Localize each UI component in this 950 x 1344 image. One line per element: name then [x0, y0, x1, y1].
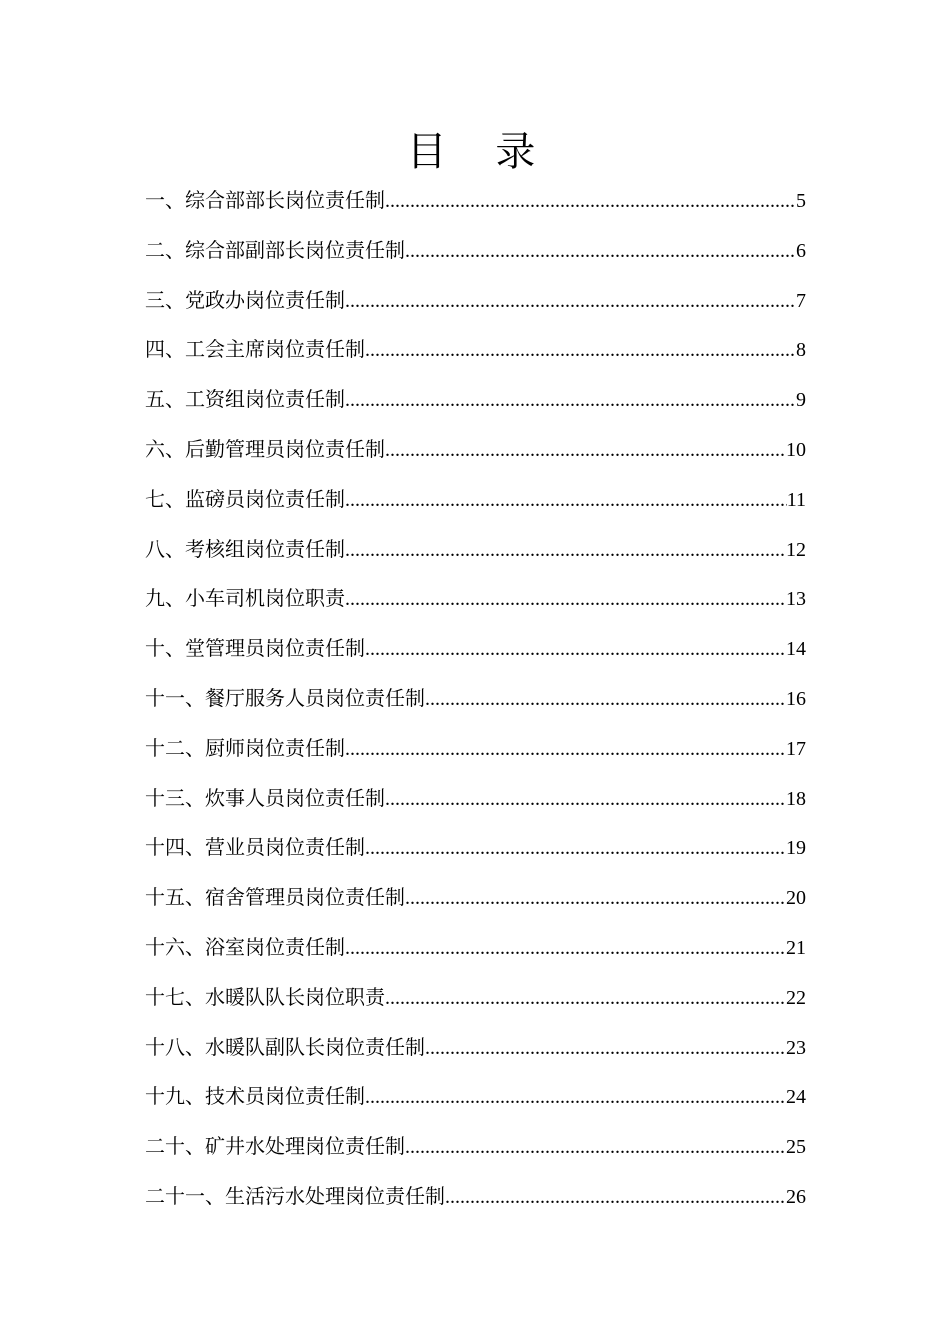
toc-entry-page: 20	[786, 887, 806, 910]
toc-entry-page: 18	[786, 787, 806, 810]
toc-entry[interactable]	[145, 730, 806, 780]
toc-entry-page: 25	[786, 1136, 806, 1159]
toc-entry-title: 十一、餐厅服务人员岗位责任制	[145, 685, 425, 710]
toc-entry-page: 9	[796, 389, 806, 412]
dot-leader	[445, 1179, 786, 1215]
dot-leader	[345, 382, 796, 418]
toc-entry-page: 10	[786, 438, 806, 461]
toc-title: 目 录	[406, 129, 554, 175]
toc-entry-page: 22	[786, 986, 806, 1009]
toc-entry-page: 6	[796, 239, 806, 262]
toc-entry-title: 二十一、生活污水处理岗位责任制	[145, 1183, 445, 1208]
toc-entry-page: 26	[786, 1185, 806, 1208]
toc-entry-page: 8	[796, 339, 806, 362]
toc-entry[interactable]	[145, 282, 806, 332]
toc-entry-page: 5	[796, 190, 806, 212]
toc-entry-title: 十六、浴室岗位责任制	[145, 934, 345, 959]
toc-entry[interactable]	[145, 1178, 806, 1228]
toc-entry-title: 二十、矿井水处理岗位责任制	[145, 1134, 405, 1159]
toc-entry[interactable]	[145, 182, 806, 232]
toc-entry-page: 13	[786, 588, 806, 611]
toc-entry-title: 一、综合部部长岗位责任制	[145, 188, 385, 212]
toc-entry-title: 七、监磅员岗位责任制	[145, 486, 345, 511]
toc-entry-page: 24	[786, 1086, 806, 1109]
toc-entry[interactable]	[145, 381, 806, 431]
dot-leader	[405, 880, 786, 916]
dot-leader	[345, 731, 786, 767]
dot-leader	[345, 482, 787, 518]
toc-entry-title: 三、党政办岗位责任制	[145, 287, 345, 312]
toc-entry[interactable]	[145, 531, 806, 581]
toc-entry-title: 八、考核组岗位责任制	[145, 536, 345, 561]
toc-entry-page: 23	[786, 1036, 806, 1059]
toc-entry-title: 十四、营业员岗位责任制	[145, 835, 365, 860]
toc-entry-page: 12	[786, 538, 806, 561]
toc-entry[interactable]	[145, 879, 806, 929]
dot-leader	[345, 283, 796, 319]
dot-leader	[405, 1129, 786, 1165]
toc-entry[interactable]	[145, 431, 806, 481]
toc-entry[interactable]	[145, 979, 806, 1029]
toc-entry-title: 十三、炊事人员岗位责任制	[145, 785, 385, 810]
toc-entry-title: 十八、水暖队副队长岗位责任制	[145, 1034, 425, 1059]
toc-entry-page: 7	[796, 289, 806, 312]
dot-leader	[385, 432, 786, 468]
toc-entry-page: 14	[786, 638, 806, 661]
toc-entry-page: 19	[786, 837, 806, 860]
dot-leader	[345, 532, 786, 568]
toc-entry[interactable]	[145, 780, 806, 830]
toc-entry-title: 九、小车司机岗位职责	[145, 586, 345, 611]
toc-entry[interactable]	[145, 630, 806, 680]
toc-entry[interactable]	[145, 680, 806, 730]
toc-entry-title: 五、工资组岗位责任制	[145, 387, 345, 412]
toc-entry[interactable]	[145, 1078, 806, 1128]
dot-leader	[405, 233, 796, 269]
dot-leader	[425, 681, 786, 717]
toc-entry[interactable]	[145, 232, 806, 282]
dot-leader	[385, 183, 796, 219]
toc-entry-title: 十七、水暖队队长岗位职责	[145, 984, 385, 1009]
toc-entry-title: 四、工会主席岗位责任制	[145, 337, 365, 362]
toc-entry[interactable]	[145, 331, 806, 381]
toc-entry-title: 十五、宿舍管理员岗位责任制	[145, 885, 405, 910]
toc-entry-title: 十、堂管理员岗位责任制	[145, 636, 365, 661]
dot-leader	[345, 930, 786, 966]
dot-leader	[385, 781, 786, 817]
toc-entry-page: 11	[786, 488, 806, 511]
toc-entry[interactable]	[145, 829, 806, 879]
toc-entry[interactable]	[145, 1029, 806, 1079]
toc-entry-title: 二、综合部副部长岗位责任制	[145, 237, 405, 262]
dot-leader	[345, 581, 786, 617]
dot-leader	[365, 631, 786, 667]
toc-entry[interactable]	[145, 1128, 806, 1178]
toc-entry-page: 16	[786, 687, 806, 710]
dot-leader	[365, 332, 796, 368]
dot-leader	[365, 1079, 786, 1115]
toc-entry-page: 21	[786, 936, 806, 959]
dot-leader	[425, 1030, 786, 1066]
toc-entry-title: 六、后勤管理员岗位责任制	[145, 436, 385, 461]
toc-entry[interactable]	[145, 580, 806, 630]
toc-entry[interactable]	[145, 481, 806, 531]
dot-leader	[365, 830, 786, 866]
toc-entry[interactable]	[145, 929, 806, 979]
toc-entry-title: 十二、厨师岗位责任制	[145, 735, 345, 760]
toc-entry-title: 十九、技术员岗位责任制	[145, 1084, 365, 1109]
toc-list	[145, 182, 806, 1228]
toc-entry-page: 17	[786, 737, 806, 760]
dot-leader	[385, 980, 786, 1016]
